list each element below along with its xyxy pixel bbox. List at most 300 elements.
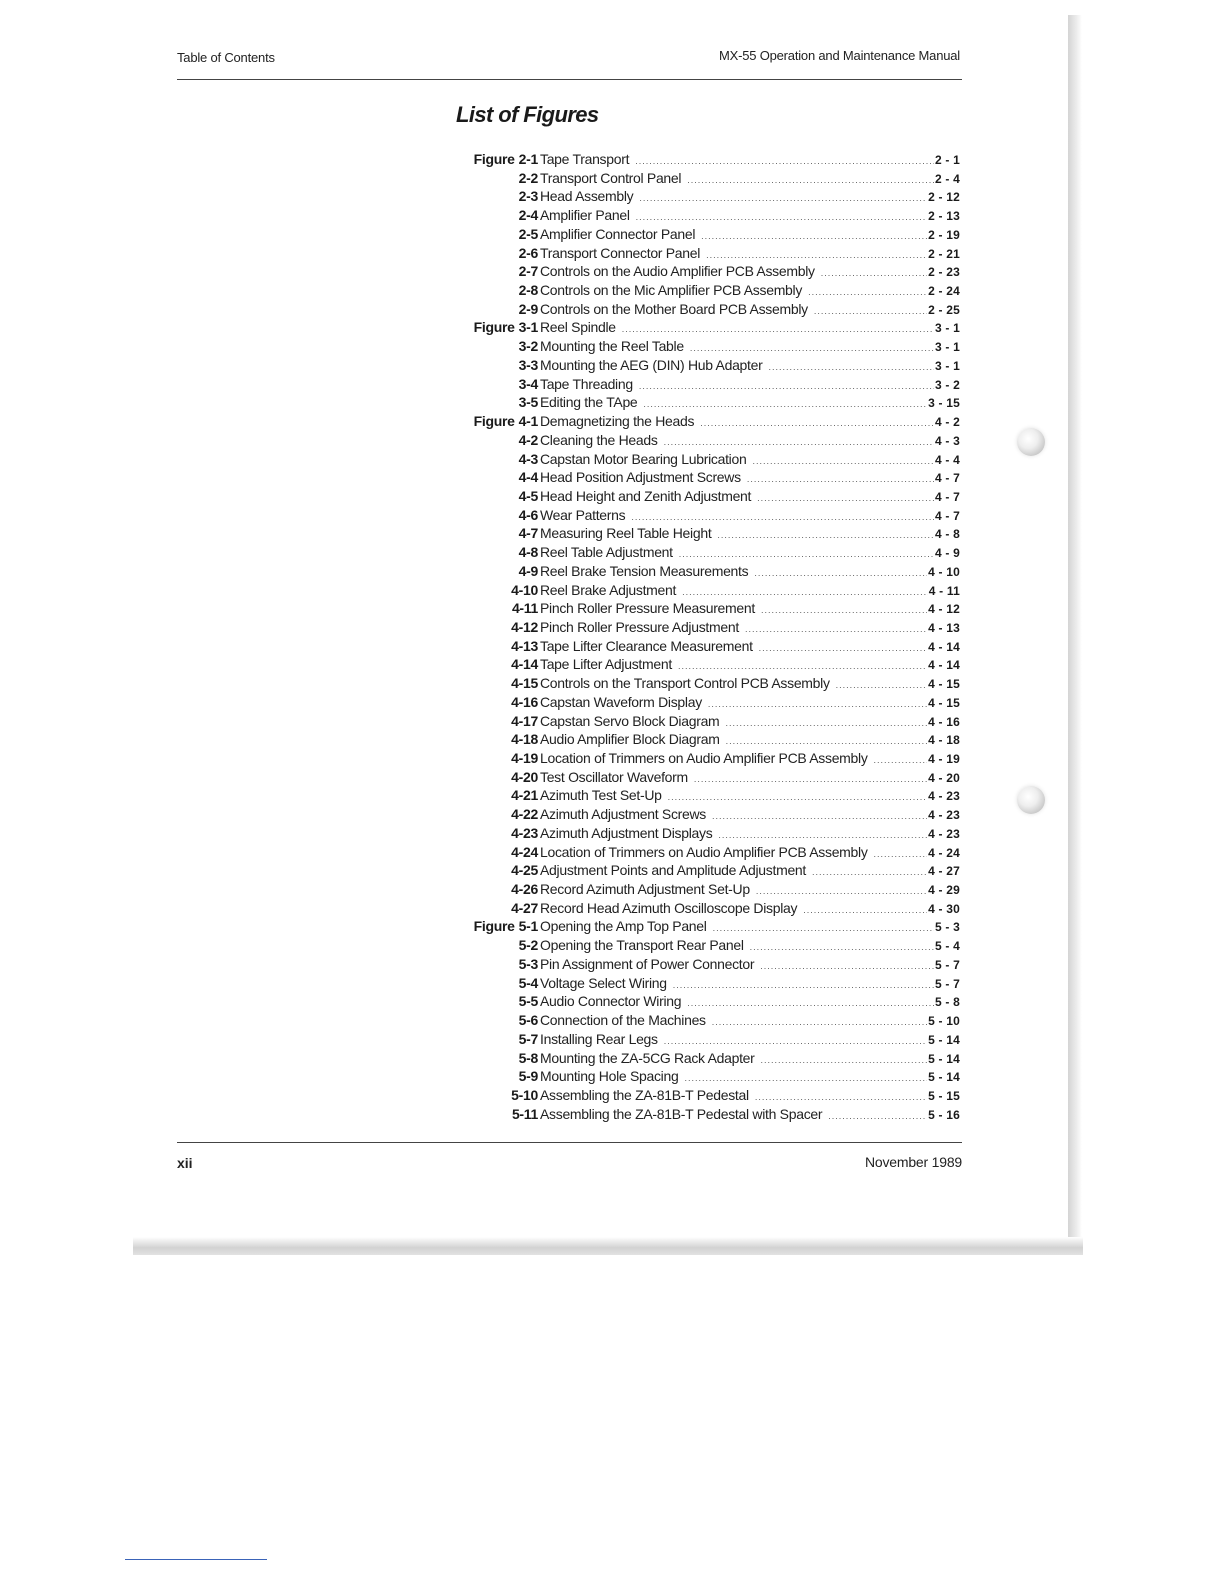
figure-title: Capstan Waveform Display — [540, 693, 702, 710]
figure-number-value: 5-10 — [511, 1086, 538, 1103]
figure-entry-line — [540, 356, 960, 377]
figure-number — [511, 674, 538, 693]
figure-entry-line — [540, 393, 960, 414]
figure-number-value: 2-2 — [518, 169, 538, 186]
figure-number-value: 4-4 — [518, 469, 538, 486]
footer-page-number: xii — [177, 1155, 193, 1171]
figure-entry — [430, 674, 960, 693]
figure-page: 4 - 7 — [934, 489, 960, 504]
figure-page: 4 - 4 — [934, 452, 960, 467]
figure-title: Azimuth Adjustment Displays — [540, 824, 713, 841]
figure-entry-line — [540, 262, 960, 283]
figure-title: Amplifier Panel — [540, 207, 630, 224]
figure-title: Controls on the Mic Amplifier PCB Assembly — [540, 282, 803, 299]
figure-number — [519, 506, 538, 525]
figure-number-value: 4-10 — [511, 581, 538, 598]
figure-title: Audio Connector Wiring — [540, 993, 682, 1010]
figure-title: Connection of the Machines — [540, 1012, 706, 1029]
figure-page: 5 - 8 — [934, 995, 960, 1010]
figure-entry-line — [540, 1067, 960, 1088]
figure-title: Tape Lifter Adjustment — [540, 656, 672, 673]
figure-page: 4 - 23 — [928, 808, 960, 823]
figure-number-value: 4-27 — [511, 899, 538, 916]
figure-entry-line — [540, 899, 960, 920]
figure-title: Tape Threading — [540, 375, 633, 392]
figure-entry — [430, 412, 960, 431]
figure-entry — [430, 506, 960, 525]
figure-number-value: 5-6 — [518, 1012, 538, 1029]
figure-entry — [430, 356, 960, 375]
figure-entry-line — [540, 487, 960, 508]
figure-page: 5 - 7 — [934, 976, 960, 991]
figure-number-value: 3-5 — [518, 394, 538, 411]
figure-number-value: 4-19 — [511, 750, 538, 766]
figure-number — [511, 768, 538, 787]
page-right-edge-shadow — [1068, 15, 1082, 1255]
figure-page: 2 - 19 — [928, 227, 960, 242]
figure-number-value: 4-2 — [518, 431, 538, 448]
figure-title: Reel Brake Adjustment — [540, 581, 677, 598]
figure-number-value: 2-8 — [518, 282, 538, 299]
figure-number-value: 4-17 — [511, 712, 538, 729]
figure-number-value: 4-24 — [511, 843, 538, 860]
figure-number — [511, 637, 538, 656]
page-bottom-edge-shadow — [133, 1237, 1083, 1255]
figure-entry — [430, 843, 960, 862]
figure-number-value: 4-13 — [511, 637, 538, 654]
figure-page: 4 - 23 — [928, 789, 960, 804]
figure-number-value: 4-25 — [511, 862, 538, 879]
figure-number-value: 5-8 — [518, 1049, 538, 1066]
figure-page: 2 - 1 — [934, 153, 960, 167]
figure-entry — [430, 262, 960, 281]
figure-page: 4 - 8 — [934, 527, 960, 542]
figure-page: 4 - 15 — [928, 695, 960, 710]
figure-page: 2 - 21 — [928, 246, 960, 261]
figure-number — [519, 431, 538, 450]
figure-page: 4 - 7 — [934, 471, 960, 486]
figure-entry-line — [540, 693, 960, 714]
figure-number-value: 4-5 — [518, 487, 538, 504]
figure-entry-line — [540, 581, 960, 602]
figure-entry — [430, 992, 960, 1011]
figure-title: Installing Rear Legs — [540, 1030, 658, 1047]
figure-page: 5 - 16 — [928, 1107, 960, 1122]
figure-number — [511, 880, 538, 899]
figure-number — [511, 1086, 538, 1105]
figure-entry — [430, 393, 960, 412]
figure-number — [519, 356, 538, 375]
figure-entry — [430, 1011, 960, 1030]
figure-page: 5 - 7 — [934, 957, 960, 972]
figure-entry-line — [540, 936, 960, 957]
figure-number-value: 5-3 — [518, 955, 538, 972]
figure-number-value: 2-7 — [518, 263, 538, 280]
figure-entry — [430, 468, 960, 487]
figure-page: 4 - 2 — [934, 415, 960, 430]
figure-title: Opening the Amp Top Panel — [540, 918, 707, 935]
figure-number-value: 2-6 — [518, 244, 538, 261]
figure-number-value: 4-7 — [518, 525, 538, 542]
figure-number — [519, 337, 538, 356]
figure-entry — [430, 150, 960, 169]
figure-page: 2 - 12 — [928, 190, 960, 205]
figure-title: Mounting the AEG (DIN) Hub Adapter — [540, 356, 763, 373]
figure-number-value: 3-3 — [518, 356, 538, 373]
figure-number-value: 5-5 — [518, 993, 538, 1010]
figure-entry — [430, 655, 960, 674]
figure-entry-line — [540, 955, 960, 976]
footer-date: November 1989 — [864, 1154, 962, 1170]
figure-number — [519, 992, 538, 1011]
figure-number — [519, 487, 538, 506]
figure-page: 2 - 4 — [934, 171, 960, 186]
figure-number-value: 5-4 — [518, 974, 538, 991]
scan-artifact-line — [125, 1559, 267, 1560]
figure-number — [512, 599, 538, 618]
figure-page: 3 - 1 — [934, 340, 960, 355]
figure-entry-line — [540, 618, 960, 639]
figure-number-value: 4-23 — [511, 824, 538, 841]
figure-entry-line — [540, 1011, 960, 1032]
figure-page: 4 - 9 — [934, 546, 960, 561]
figure-number-value: 5-11 — [511, 1105, 538, 1122]
figure-number — [511, 805, 538, 824]
figure-number-value: 2-9 — [518, 300, 538, 317]
figure-entry-line — [540, 281, 960, 302]
figure-page: 4 - 3 — [934, 433, 960, 448]
figure-title: Reel Table Adjustment — [540, 544, 673, 561]
figure-entry-line — [540, 318, 960, 339]
figure-entry — [430, 206, 960, 225]
figure-number — [519, 262, 538, 281]
figure-page: 4 - 27 — [928, 864, 960, 879]
dot-leader — [828, 1107, 927, 1126]
figure-number-value: 4-18 — [511, 731, 538, 748]
figure-title: Tape Transport — [540, 151, 630, 167]
figure-entry-line — [540, 637, 960, 658]
figure-page: 5 - 14 — [928, 1032, 960, 1047]
figure-number — [474, 318, 538, 337]
figure-page: 4 - 14 — [928, 658, 960, 673]
figure-title: Reel Spindle — [540, 319, 616, 336]
figure-entry-line — [540, 730, 960, 751]
figure-number-value: 2-4 — [518, 207, 538, 224]
figure-label: Figure — [473, 319, 515, 336]
figure-page: 4 - 7 — [934, 508, 960, 523]
figure-entry-line — [540, 300, 960, 321]
figure-entry — [430, 337, 960, 356]
figure-page: 4 - 24 — [928, 845, 960, 860]
figure-entry-line — [540, 992, 960, 1013]
figure-title: Adjustment Points and Amplitude Adjustment — [540, 862, 807, 879]
figure-title: Opening the Transport Rear Panel — [540, 937, 744, 954]
figure-number-value: 4-6 — [518, 506, 538, 523]
figure-entry-line — [540, 225, 960, 246]
figure-page: 4 - 12 — [928, 602, 960, 617]
figure-number-value: 4-22 — [511, 806, 538, 823]
figure-entry-line — [540, 749, 960, 770]
figure-title: Mounting Hole Spacing — [540, 1068, 679, 1085]
figure-title: Assembling the ZA-81B-T Pedestal — [540, 1086, 749, 1103]
figure-entry-line — [540, 843, 960, 864]
figure-number — [519, 187, 538, 206]
figure-title: Pin Assignment of Power Connector — [540, 955, 755, 972]
figure-entry — [430, 543, 960, 562]
figure-entry-line — [540, 506, 960, 527]
figure-entry-line — [540, 169, 960, 190]
figure-entry-line — [540, 543, 960, 564]
figure-page: 5 - 15 — [928, 1088, 960, 1103]
figure-title: Head Position Adjustment Screws — [540, 469, 741, 486]
figure-entry — [430, 431, 960, 450]
figure-page: 4 - 13 — [928, 620, 960, 635]
figure-entry-line — [540, 824, 960, 845]
figure-entry — [430, 917, 960, 936]
figure-page: 5 - 4 — [934, 939, 960, 954]
figure-entry-line — [540, 206, 960, 227]
figure-entry — [430, 524, 960, 543]
figure-number — [519, 974, 538, 993]
figure-entry — [430, 861, 960, 880]
figure-page: 4 - 18 — [928, 733, 960, 748]
figure-entry — [430, 1105, 960, 1124]
figure-page: 4 - 29 — [928, 883, 960, 898]
figure-number — [519, 244, 538, 263]
figure-entry — [430, 300, 960, 319]
figure-number — [519, 524, 538, 543]
figure-number-value: 4-1 — [518, 413, 538, 430]
figure-entry-line — [540, 786, 960, 807]
page-title: List of Figures — [456, 102, 599, 127]
figure-title: Test Oscillator Waveform — [540, 768, 688, 785]
figure-page: 5 - 10 — [928, 1014, 960, 1029]
figure-entry — [430, 1030, 960, 1049]
binder-hole — [1017, 786, 1045, 814]
figure-number-value: 4-21 — [511, 787, 538, 804]
figure-number-value: 3-2 — [518, 338, 538, 355]
figure-number-value: 4-3 — [518, 450, 538, 467]
figure-page: 4 - 30 — [928, 901, 960, 916]
figure-title: Controls on the Audio Amplifier PCB Assembly — [540, 263, 815, 280]
figure-title: Capstan Servo Block Diagram — [540, 712, 720, 729]
figure-number-value: 4-20 — [511, 768, 538, 785]
figure-number-value: 3-4 — [518, 375, 538, 392]
figure-page: 4 - 10 — [928, 564, 960, 579]
figure-title: Transport Control Panel — [540, 169, 682, 186]
figure-title: Mounting the Reel Table — [540, 338, 684, 355]
figure-number — [512, 1105, 538, 1124]
figure-entry — [430, 1049, 960, 1068]
figure-entry-line — [540, 1030, 960, 1051]
figure-number — [519, 1067, 538, 1086]
figure-title: Transport Connector Panel — [540, 244, 701, 261]
figure-title: Pinch Roller Pressure Adjustment — [540, 618, 739, 635]
figure-page: 5 - 14 — [928, 1070, 960, 1085]
figure-title: Reel Brake Tension Measurements — [540, 562, 749, 579]
figure-entry-line — [540, 768, 960, 789]
figure-number — [519, 936, 538, 955]
figure-entry — [430, 805, 960, 824]
figure-entry — [430, 225, 960, 244]
figure-entry — [430, 375, 960, 394]
figure-entry-line — [540, 450, 960, 471]
figure-number — [511, 786, 538, 805]
figure-title: Pinch Roller Pressure Measurement — [540, 600, 755, 617]
binder-hole — [1017, 428, 1045, 456]
figure-entry — [430, 712, 960, 731]
figure-label: Figure — [473, 918, 515, 935]
figure-entry-line — [540, 1105, 960, 1126]
figure-number — [519, 281, 538, 300]
figure-title: Demagnetizing the Heads — [540, 413, 695, 430]
figure-entry — [430, 318, 960, 337]
figure-number — [519, 562, 538, 581]
figure-number — [519, 1011, 538, 1030]
figure-page: 3 - 1 — [934, 358, 960, 373]
figure-number — [511, 824, 538, 843]
figure-title: Location of Trimmers on Audio Amplifier PCB Assembly — [540, 843, 868, 860]
figure-page: 2 - 13 — [928, 209, 960, 224]
header-manual-title: MX-55 Operation and Maintenance Manual — [719, 48, 960, 63]
figure-number — [511, 655, 538, 674]
figure-entry-line — [540, 599, 960, 620]
figure-entry — [430, 1067, 960, 1086]
footer-rule — [177, 1142, 962, 1143]
figure-entry — [430, 749, 960, 768]
figure-entry-line — [540, 917, 960, 938]
figure-number-value: 2-1 — [518, 151, 538, 167]
figure-number — [511, 899, 538, 918]
figure-number — [474, 150, 538, 169]
figure-number — [519, 955, 538, 974]
header-section-title: Table of Contents — [177, 50, 275, 65]
figure-entry — [430, 955, 960, 974]
figure-number — [519, 300, 538, 319]
figure-number-value: 4-15 — [511, 675, 538, 692]
figure-page: 4 - 23 — [928, 826, 960, 841]
figure-number — [511, 730, 538, 749]
figure-title: Audio Amplifier Block Diagram — [540, 731, 720, 748]
figure-number-value: 5-1 — [518, 918, 538, 935]
figure-number-value: 3-1 — [518, 319, 538, 336]
figure-number — [519, 1030, 538, 1049]
figure-title: Assembling the ZA-81B-T Pedestal with Spacer — [540, 1105, 823, 1122]
figure-entry — [430, 187, 960, 206]
figure-title: Record Head Azimuth Oscilloscope Display — [540, 899, 798, 916]
figure-entry-line — [540, 412, 960, 433]
figure-entry — [430, 693, 960, 712]
figure-page: 4 - 19 — [928, 752, 960, 766]
figure-title: Editing the TApe — [540, 394, 638, 411]
figure-entry-line — [540, 431, 960, 452]
figure-number — [519, 169, 538, 188]
figure-number — [519, 450, 538, 469]
figure-entry-line — [540, 1086, 960, 1107]
figure-entry-line — [540, 244, 960, 265]
figure-entry — [430, 786, 960, 805]
figure-page: 5 - 14 — [928, 1051, 960, 1066]
figure-entry — [430, 599, 960, 618]
figure-entry-line — [540, 150, 960, 171]
figure-entry — [430, 899, 960, 918]
figure-number-value: 5-2 — [518, 937, 538, 954]
figures-list — [430, 150, 960, 1123]
figure-entry — [430, 281, 960, 300]
figure-number-value: 4-8 — [518, 544, 538, 561]
figure-page: 4 - 16 — [928, 714, 960, 729]
figure-page: 2 - 23 — [928, 265, 960, 280]
figure-page: 4 - 20 — [928, 770, 960, 785]
figure-entry-line — [540, 1049, 960, 1070]
figure-entry-line — [540, 655, 960, 676]
figure-entry — [430, 169, 960, 188]
figure-entry-line — [540, 974, 960, 995]
figure-number — [474, 917, 538, 936]
figure-title: Voltage Select Wiring — [540, 974, 667, 991]
figure-number — [519, 1049, 538, 1068]
figure-entry — [430, 936, 960, 955]
running-header — [177, 50, 960, 68]
figure-page: 2 - 25 — [928, 302, 960, 317]
figure-entry-line — [540, 337, 960, 358]
figure-label: Figure — [473, 413, 515, 430]
figure-entry — [430, 487, 960, 506]
figure-number — [519, 393, 538, 412]
figure-title: Tape Lifter Clearance Measurement — [540, 637, 753, 654]
figure-page: 3 - 2 — [934, 377, 960, 392]
figure-number-value: 4-16 — [511, 693, 538, 710]
figure-title: Capstan Motor Bearing Lubrication — [540, 450, 747, 467]
figure-entry — [430, 637, 960, 656]
figure-number-value: 4-14 — [511, 656, 538, 673]
figure-number — [474, 412, 538, 431]
figure-entry-line — [540, 562, 960, 583]
figure-title: Amplifier Connector Panel — [540, 225, 696, 242]
figure-title: Wear Patterns — [540, 506, 626, 523]
figure-entry — [430, 450, 960, 469]
figure-entry-line — [540, 524, 960, 545]
figure-number-value: 2-3 — [518, 188, 538, 205]
figure-number-value: 2-5 — [518, 225, 538, 242]
figure-entry-line — [540, 375, 960, 396]
figure-page: 5 - 3 — [934, 920, 960, 935]
figure-page: 3 - 1 — [934, 321, 960, 336]
figure-title: Head Height and Zenith Adjustment — [540, 487, 752, 504]
figure-page: 4 - 11 — [928, 583, 960, 598]
figure-title: Azimuth Test Set-Up — [540, 787, 662, 804]
figure-entry — [430, 880, 960, 899]
figure-title: Cleaning the Heads — [540, 431, 658, 448]
figure-number — [519, 468, 538, 487]
figure-entry — [430, 974, 960, 993]
figure-number — [519, 225, 538, 244]
figure-entry-line — [540, 468, 960, 489]
figure-number — [519, 543, 538, 562]
figure-title: Record Azimuth Adjustment Set-Up — [540, 881, 750, 898]
figure-number — [511, 581, 538, 600]
figure-entry — [430, 824, 960, 843]
figure-title: Azimuth Adjustment Screws — [540, 806, 707, 823]
figure-title: Controls on the Mother Board PCB Assembly — [540, 300, 808, 317]
figure-entry — [430, 1086, 960, 1105]
figure-label: Figure — [473, 151, 515, 167]
figure-entry-line — [540, 880, 960, 901]
figure-entry — [430, 618, 960, 637]
figure-title: Measuring Reel Table Height — [540, 525, 712, 542]
figure-entry-line — [540, 674, 960, 695]
figure-entry — [430, 244, 960, 263]
